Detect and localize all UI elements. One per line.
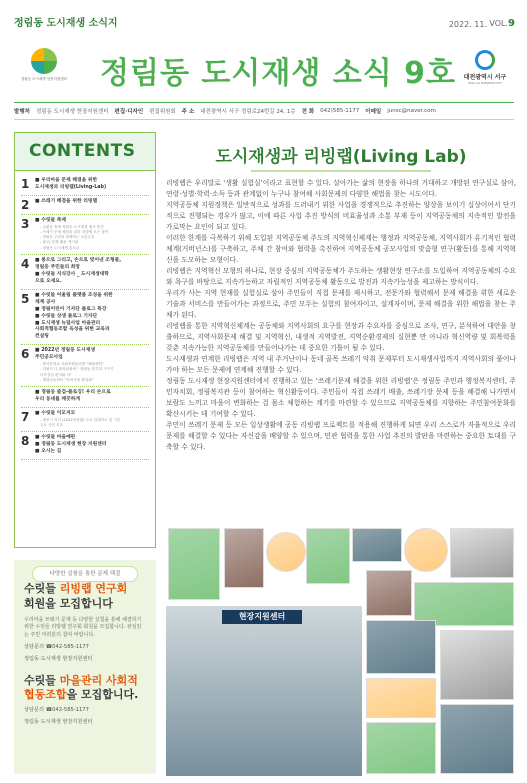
photo-gathering	[440, 630, 514, 700]
photo-gardening	[168, 528, 220, 600]
toc-subline: - 정림동 도시재생 홍보존	[40, 245, 80, 250]
contents-header	[15, 133, 155, 171]
toc-line: ■ 우리마을 문제 해결을 위한	[35, 178, 98, 183]
article-paragraph: 지역공동체 지원정책은 일반적으로 성과를 드러내기 위한 사업을 경쟁적으로 추진하는 양상을 보이기 십상이어서 단기적으로 진행되는 경우가 많고, 이에 따른 사업 추진 방식의 비효율성과 소통 부재 등이 지역공동체의 지속적인 발전을 가로막는 요인이 되고 있다.	[166, 201, 516, 231]
toc-body	[33, 435, 149, 456]
toc-line: 컨설팅	[35, 334, 49, 340]
toc-body	[33, 178, 149, 192]
toc-line: ■ 도시재생 뉴딜사업 마을관리	[35, 320, 101, 326]
toc-subline: 주요 사진 모음	[40, 423, 64, 428]
toc-subline: - 수릿들 축제 정림동 도시재생 행사 풍경	[40, 224, 104, 229]
recruit-heading-em: 리빙랩 연구회	[59, 582, 128, 595]
toc-subline: - 정림동 주민과 함께하는 소통공유	[40, 235, 95, 240]
district-logo-name: 대전광역시 서구	[463, 74, 507, 81]
toc-line: ■ 오시는 길	[35, 449, 62, 455]
toc-line: ■ 쓰레기 해결을 위한 리빙랩	[35, 198, 98, 204]
district-logo-eng: SEO-GU DAEJEON CITY	[467, 81, 503, 85]
table-of-contents	[15, 171, 155, 460]
toc-subline: - 홍보/ 문화 활동 게시판	[40, 240, 79, 245]
photo-workshop-circle	[266, 532, 306, 572]
livinglab-recruit-desc: 우리마을 쓰레기 문제 등 다양한 실험을 통해 해결하기 위한 수릿들 리빙랩 연구회 회원을 모집합니다. 관심있는 주민 여러분의 참여 바랍니다.	[24, 616, 142, 639]
toc-number: 4	[21, 256, 30, 271]
toc-body	[33, 218, 149, 251]
center-logo-caption: 정림동 도시재생 현장지원센터	[20, 77, 68, 81]
toc-body	[33, 258, 149, 286]
email-value[interactable]: junsc@naver.com	[387, 108, 436, 114]
recruit-heading-post: 회원을 모집합니다	[24, 596, 113, 610]
coop-contact-phone: 상담문의 ☎042-585-1177	[24, 707, 89, 714]
toc-line: ■ 정림어린이 기자단 블로그 특강	[35, 306, 107, 312]
center-logo	[14, 48, 74, 96]
publisher-value: 정림동 도시재생 현장지원센터	[35, 109, 109, 115]
toc-subline: - 쓰레기 문제 해결을 위한 리빙랩 모든 참여	[40, 230, 109, 235]
article-paragraph: 리빙랩은 우리말로 ‘생활 실험실’이라고 표현할 수 있다. 살아가는 삶의 현장을 하나의 거대하고 개방된 연구실로 삼아, 연령·성별·학력·소득 등과 관계없이 누구나 참여해 사회문제의 다양한 해법을 찾는 시도이다.	[166, 179, 516, 198]
contents-title: CONTENTS	[29, 141, 136, 161]
photo-mural	[224, 528, 264, 588]
toc-number: 1	[21, 177, 30, 191]
toc-line: 주민공모사업	[35, 355, 63, 361]
contents-panel	[14, 132, 156, 548]
volume-number	[489, 18, 515, 29]
coop-recruit-heading	[24, 674, 146, 704]
toc-line: ■ 수릿들 마을예판	[35, 435, 76, 441]
photo-meeting-circle	[404, 528, 448, 572]
toc-body	[33, 293, 149, 342]
photo-plogging	[366, 620, 436, 674]
photo-center-storefront	[166, 606, 362, 776]
article-paragraph: 리빙랩을 통한 지역혁신체계는 공동체와 지역사회의 요구를 현장과 수요자를 중심으로 조사, 연구, 분석하여 대안을 창출하므로, 지역사회문제 해결 및 지역혁신, 내생적 지역발전, 지역순환경제의 실현뿐 만 아니라 혁신역량 및 회복력을 갖춘 지속가능한 지역공동체를 만들어나가는 데 중요한 기틀이 될 수 있다.	[166, 322, 516, 352]
center-signboard: 현장지원센터	[222, 610, 302, 624]
address-value: 대전광역시 서구 정림로24번길 24, 1층	[200, 109, 296, 115]
livinglab-contact-phone: 상담문의 ☎042-585-1177	[24, 643, 89, 650]
toc-subline: - 행복나눔센터 “아파사랑 협업회”	[40, 377, 94, 382]
toc-number: 7	[21, 409, 30, 424]
toc-item[interactable]	[21, 345, 149, 387]
district-logo	[458, 50, 512, 85]
recruitment-tag: 다양한 실험을 통한 문제 해결	[32, 566, 138, 582]
title-underline	[251, 170, 431, 172]
photo-event	[366, 678, 436, 718]
phone-label: 전 화	[301, 109, 315, 115]
photo-class	[352, 528, 402, 562]
article-paragraph: 주민이 쓰레기 문제 등 모든 일상생활에 공동 리빙랩 프로젝트를 적용해 진행하게 되면 우리 스스로가 자율적으로 우리 문제를 해결할 수 있다는 자신감을 배양할 수 있으며, 민관 협력을 통한 사업 추진의 발판을 마련하는 중요한 토대를 구축할 수 있다.	[166, 421, 516, 451]
toc-line: ■ 수릿들 축제	[35, 217, 67, 223]
center-logo-mark-icon	[31, 48, 57, 74]
toc-item[interactable]	[21, 215, 149, 255]
toc-item[interactable]	[21, 408, 149, 432]
photo-outdoor	[366, 570, 412, 616]
toc-subline: 다목질업 편지와 저”	[40, 372, 72, 377]
toc-number: 5	[21, 291, 30, 306]
publisher-label: 발행처	[14, 109, 30, 115]
photo-room	[440, 704, 514, 774]
newsletter-title: 정림동 도시재생 소식 9호	[100, 56, 457, 91]
issue-date: 2022. 11.	[448, 20, 487, 29]
toc-body	[33, 390, 149, 404]
top-bar	[0, 0, 527, 44]
toc-line: 도시재생과 리빙랩(Living-Lab)	[35, 184, 107, 190]
toc-subline: - 출석문화교 사회적협동조합 “해피센터”	[40, 362, 104, 367]
toc-item[interactable]	[21, 196, 149, 215]
volume-value: 9	[508, 18, 515, 29]
recruitment-box	[14, 560, 156, 774]
toc-body	[33, 411, 149, 428]
photo-collage	[166, 526, 516, 776]
toc-line: 사회적협동조합 육성을 위한 교육과	[35, 327, 110, 333]
district-logo-mark-icon	[475, 50, 495, 70]
address-label: 주 소	[181, 109, 195, 115]
article-paragraph: 이러한 한계를 극복하기 위해 도입된 지역공동체 주도의 지역혁신체계는 행정과 지역공동체, 지역사회가 유기적인 협력체계(거버넌스)를 구축하고, 주체 간 참여와 협력을 촉진하여 지역공동체 공모사업의 맞춤형 연구(활동)를 통해 지역혁신을 도모하는 모형이다.	[166, 234, 516, 264]
toc-line: ■ 정림동 즐겁-플로깅! 우리 손으로	[35, 390, 111, 396]
photo-street	[306, 528, 350, 584]
article-body	[166, 178, 516, 453]
photo-seminar	[366, 722, 436, 774]
toc-line: ■ 수릿들 상생 블로그 기자단	[35, 313, 98, 319]
toc-number: 2	[21, 197, 30, 212]
livinglab-contact-org: 정림동 도시재생 현장지원센터	[24, 655, 93, 662]
toc-item[interactable]	[21, 387, 149, 408]
livinglab-recruit-heading	[24, 582, 146, 612]
article-paragraph: 리빙랩은 지역혁신 모형의 하나로, 현장 중심의 지역공동체가 주도하는 생활현장 연구소를 도입하여 지역공동체의 수요와 욕구를 바탕으로 지속가능하고 자립적인 지역공동체 활동으로 발전과 지속가능성을 제고하는 방식이다.	[166, 267, 516, 286]
toc-item[interactable]	[21, 175, 149, 196]
toc-line: ■ 수릿들 지식강사 _ 도시재생대학	[35, 271, 109, 277]
toc-line: ■ 정림동 도시재생 현장 지원센터	[35, 442, 107, 448]
toc-line: ■ 2022년 정림동 도시재생	[35, 348, 95, 354]
editor-value: 편집위원회	[149, 109, 176, 115]
toc-line: 으로 오세요.	[35, 278, 62, 284]
main-article	[166, 132, 516, 453]
toc-item[interactable]	[21, 255, 149, 290]
recruit-heading-pre: 수릿들	[24, 582, 60, 595]
toc-subline: - 더불어 다 플라워원예 “ 정림동 꽃특허 가꾸기	[40, 367, 114, 372]
article-paragraph: 도시재생과 연계한 리빙랩은 지역 내 주거난이나 동네 골목 쓰레기 악취 문제부터 도시재생사업까지 지역사회의 풀어나가야 하는 모든 문제에 연계해 진행할 수 있다.	[166, 355, 516, 374]
coop-contact-org: 정림동 도시재생 현장지원센터	[24, 719, 93, 726]
toc-number: 3	[21, 216, 30, 231]
toc-number: 6	[21, 347, 30, 362]
toc-body	[33, 199, 149, 211]
toc-number	[21, 390, 33, 404]
editor-label: 편집·디자인	[114, 109, 144, 115]
article-paragraph: 우리가 사는 지역 현재를 실험실로 삼아 주민들이 직접 문제를 제시하고, 전문가와 협력해서 문제 해결을 위한 새로운 기술과 서비스를 만들어가는 과정으로, 주민 모두는 실험의 참여자이고, 설계자이며, 문제 해결을 위한 해법을 찾는 주체가 된다.	[166, 289, 516, 319]
coop-heading-pre: 수릿들	[24, 673, 60, 687]
volume-prefix: VOL.	[489, 19, 509, 28]
masthead	[14, 44, 514, 100]
toc-line: 정림동 주민들의 희망	[35, 264, 81, 270]
publisher-info-bar	[14, 102, 514, 120]
toc-line: 우리 동네를 깨끗하게	[35, 397, 81, 403]
toc-subline: - 대전시 지식 (2022년정림) 주요 업데이트 및 시간	[40, 417, 121, 422]
toc-line: ■ 봉으로 그리고, 손으로 빚어낸 조형물,	[35, 257, 122, 263]
coop-heading-em: 마을관리 사회적협동조합	[24, 673, 138, 702]
toc-item[interactable]	[21, 290, 149, 346]
toc-body	[33, 348, 149, 383]
toc-line: ■ 수릿들 어울림 플랫폼 조성을 위한	[35, 292, 113, 298]
photo-lecture	[450, 528, 514, 578]
toc-item[interactable]	[21, 432, 149, 460]
phone-value: 042)585-1177	[320, 108, 360, 114]
toc-line: 체계 공사	[35, 299, 56, 305]
toc-number: 8	[21, 434, 30, 449]
article-paragraph: 정림동 도시재생 현장지원센터에서 진행하고 있는 ‘쓰레기문제 해결을 위한 리빙랩’은 정림동 주민과 행정복지센터, 주민자치회, 정림복지관 등이 참여하는 혁신활동이다. 주민들이 직접 쓰레기 배출, 쓰레기장 문제 등을 해결해 나가면서 보람도 느끼고 마을이 변화하는 걸 몸소 체험하는 계기를 마련할 수 있으므로 지역공동체를 지향하는 주민참여문화를 확산시키는 데 기여할 수 있다.	[166, 377, 516, 418]
series-title: 정림동 도시재생 소식지	[14, 18, 118, 29]
email-label: 이메일	[365, 109, 382, 115]
coop-heading-post: 을 모집합니다.	[66, 688, 139, 702]
article-title: 도시재생과 리빙랩(Living Lab)	[215, 147, 467, 167]
toc-line: ■ 수릿들 이모저모	[35, 410, 76, 416]
